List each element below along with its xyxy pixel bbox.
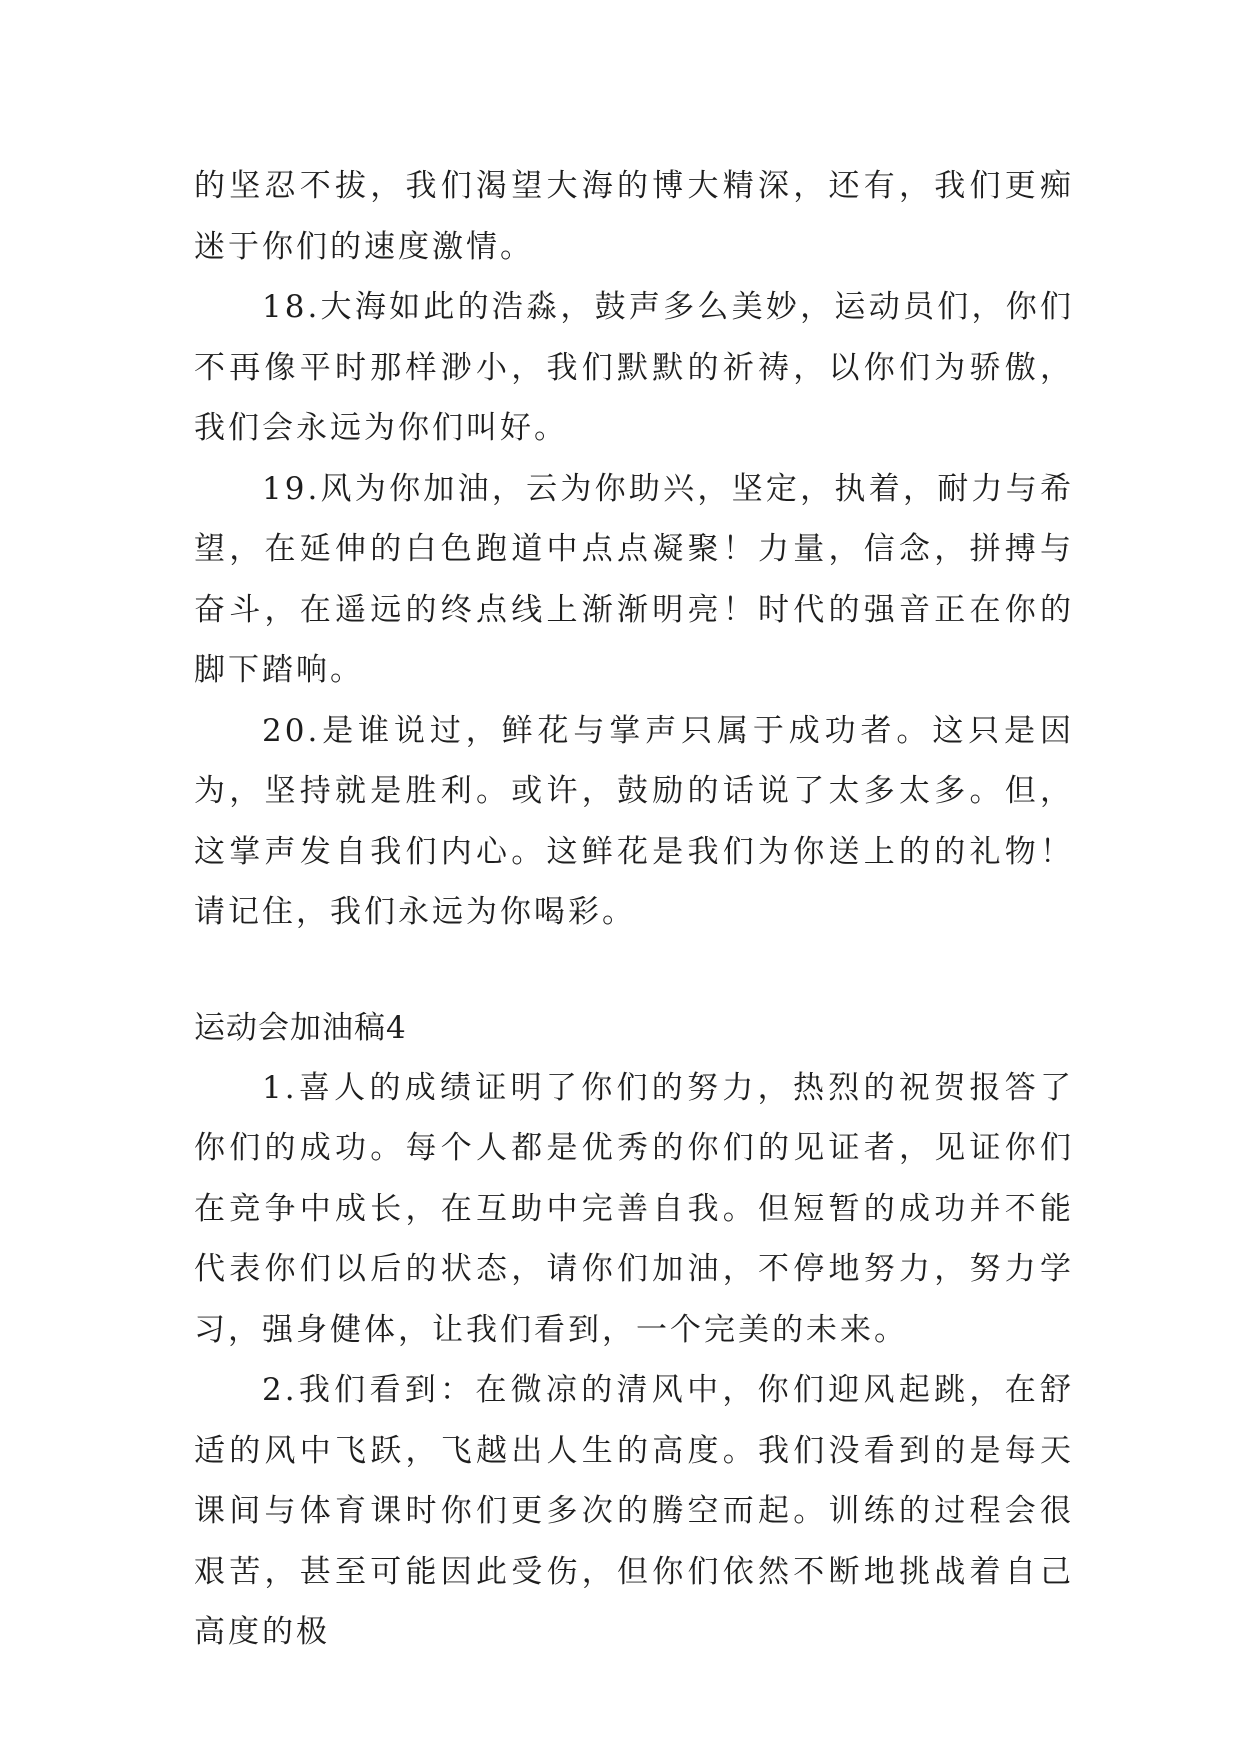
section-heading: 运动会加油稿4 — [194, 1009, 407, 1046]
document-body — [194, 156, 1074, 1663]
cheer-item-20: 20.是谁说过，鲜花与掌声只属于成功者。这只是因为，坚持就是胜利。或许，鼓励的话说了太多太多。但，这掌声发自我们内心。这鲜花是我们为你送上的的礼物！请记住，我们永远为你喝彩。 — [194, 712, 1074, 930]
cheer-item-2: 2.我们看到：在微凉的清风中，你们迎风起跳，在舒适的风中飞跃，飞越出人生的高度。我们没看到的是每天课间与体育课时你们更多次的腾空而起。训练的过程会很艰苦，甚至可能因此受伤，但你们依然不断地挑战着自己高度的极 — [194, 1372, 1074, 1650]
cheer-item-1: 1.喜人的成绩证明了你们的努力，热烈的祝贺报答了你们的成功。每个人都是优秀的你们的见证者，见证你们在竞争中成长，在互助中完善自我。但短暂的成功并不能代表你们以后的状态，请你们加油，不停地努力，努力学习，强身健体，让我们看到，一个完美的未来。 — [194, 1069, 1074, 1348]
cheer-item-19: 19.风为你加油，云为你助兴，坚定，执着，耐力与希望，在延伸的白色跑道中点点凝聚！力量，信念，拼搏与奋斗，在遥远的终点线上渐渐明亮！时代的强音正在你的脚下踏响。 — [194, 470, 1074, 688]
intro-paragraph: 的坚忍不拔，我们渴望大海的博大精深，还有，我们更痴迷于你们的速度激情。 — [194, 168, 1074, 265]
cheer-item-18: 18.大海如此的浩淼，鼓声多么美妙，运动员们，你们不再像平时那样渺小，我们默默的祈祷，以你们为骄傲，我们会永远为你们叫好。 — [194, 289, 1074, 446]
